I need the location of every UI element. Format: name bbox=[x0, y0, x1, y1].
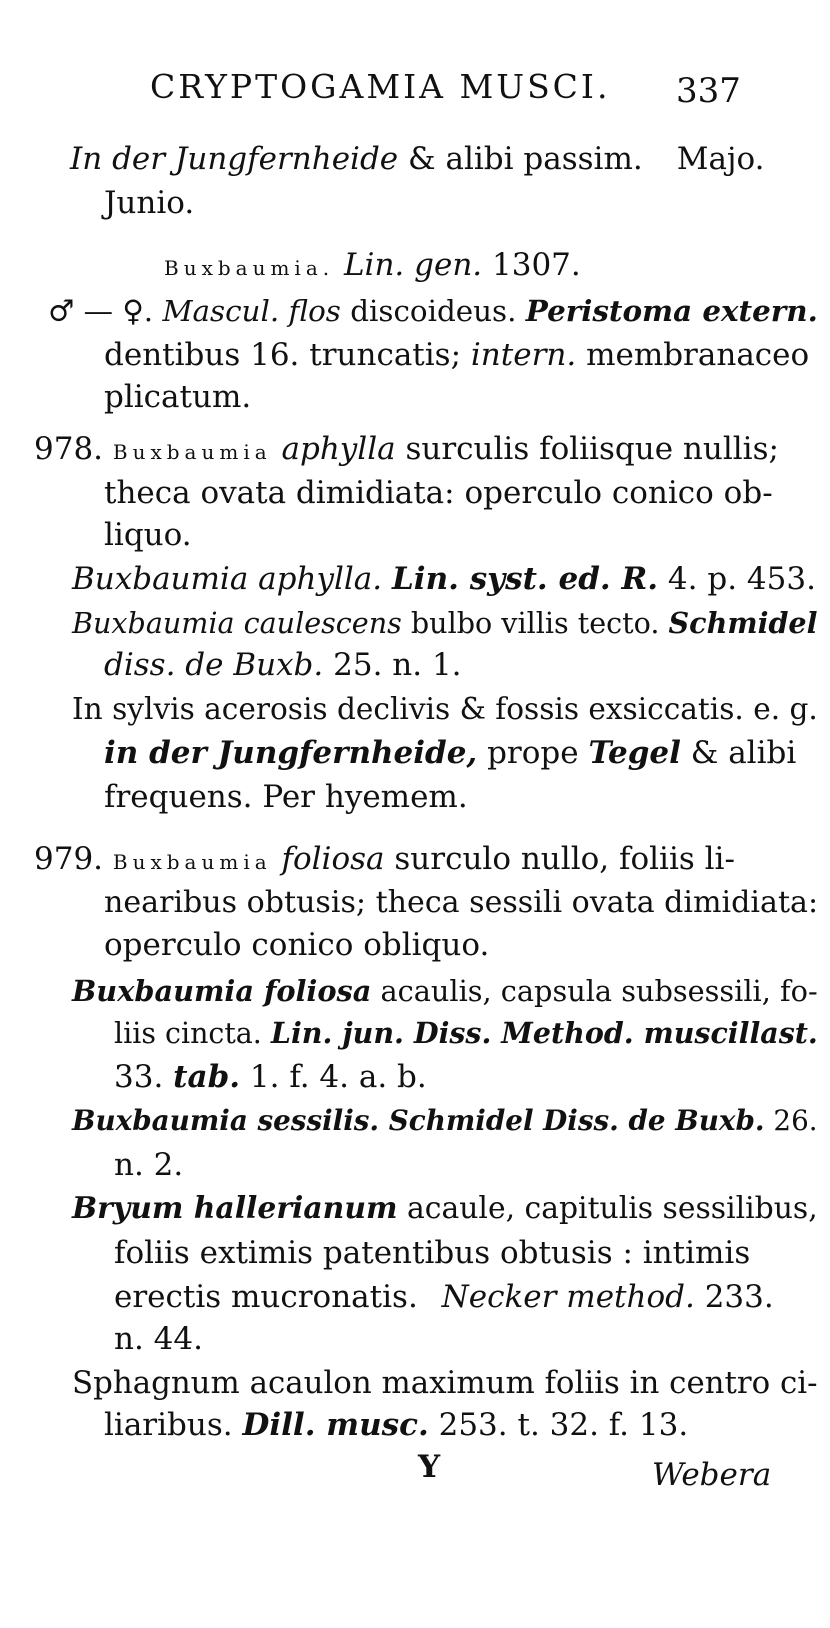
synonym-978-2-cont: diss. de Buxb. 25. n. 1. bbox=[104, 647, 462, 683]
synonym-979-3-cont-a: foliis extimis patentibus obtusis : intimis bbox=[114, 1235, 751, 1271]
habitat-italic: In der Jungfernheide bbox=[70, 141, 399, 177]
synonym-979-3-cont-b: erectis mucronatis. Necker method. 233. bbox=[114, 1279, 774, 1315]
species-978-line-3: liquo. bbox=[104, 517, 192, 553]
genus-desc-line-2: dentibus 16. truncatis; intern. membranaceo bbox=[104, 337, 810, 373]
genus-name: Buxbaumia. bbox=[164, 256, 335, 280]
synonym-978-2: Buxbaumia caulescens bulbo villis tecto. Schmidel bbox=[72, 606, 818, 640]
synonym-979-3: Bryum hallerianum acaule, capitulis sessilibus, bbox=[72, 1191, 818, 1226]
species-number: 979. bbox=[34, 841, 104, 877]
species-number: 978. bbox=[34, 431, 104, 467]
synonym-979-4-cont: liaribus. Dill. musc. 253. t. 32. f. 13. bbox=[104, 1407, 689, 1443]
synonym-979-2-cont: n. 2. bbox=[114, 1147, 184, 1183]
species-979-line-1: 979. Buxbaumia foliosa surculo nullo, foliis li- bbox=[34, 841, 735, 877]
species-epithet: aphylla bbox=[281, 431, 396, 467]
synonym-979-1: Buxbaumia foliosa acaulis, capsula subsessili, fo- bbox=[72, 974, 818, 1008]
intro-line-2: Junio. bbox=[104, 185, 195, 221]
sex-symbols: ♂ — ♀. bbox=[48, 294, 154, 328]
catchword: Webera bbox=[652, 1457, 772, 1493]
genus-ref: Lin. gen. bbox=[343, 247, 483, 283]
month-text: Majo. bbox=[676, 141, 765, 177]
page-number: 337 bbox=[676, 71, 741, 111]
species-epithet: foliosa bbox=[281, 841, 385, 877]
synonym-979-3-cont-c: n. 44. bbox=[114, 1321, 203, 1357]
habitat-978-line-3: frequens. Per hyemem. bbox=[104, 779, 468, 815]
intro-line-1 bbox=[70, 140, 765, 178]
synonym-979-4: Sphagnum acaulon maximum foliis in centro ci- bbox=[72, 1365, 818, 1401]
signature-mark: Y bbox=[418, 1449, 441, 1485]
habitat-978-line-2: in der Jungfernheide, prope Tegel & alibi bbox=[104, 735, 797, 771]
genus-heading bbox=[164, 246, 581, 287]
genus-ref-number: 1307. bbox=[492, 247, 581, 283]
synonym-979-2: Buxbaumia sessilis. Schmidel Diss. de Buxb. 26. bbox=[72, 1104, 818, 1137]
synonym-979-1-cont-a: liis cincta. Lin. jun. Diss. Method. muscillast. bbox=[114, 1016, 818, 1050]
species-979-line-2: nearibus obtusis; theca sessili ovata dimidiata: bbox=[104, 885, 819, 920]
synonym-979-1-cont-b: 33. tab. 1. f. 4. a. b. bbox=[114, 1059, 427, 1095]
species-978-line-2: theca ovata dimidiata: operculo conico ob- bbox=[104, 475, 773, 511]
species-978-line-1: 978. Buxbaumia aphylla surculis foliisque nullis; bbox=[34, 431, 779, 467]
synonym-978-1: Buxbaumia aphylla. Lin. syst. ed. R. 4. p. 453. bbox=[72, 561, 816, 597]
running-head-title: CRYPTOGAMIA MUSCI. bbox=[150, 67, 611, 106]
genus-desc-line-3: plicatum. bbox=[104, 379, 252, 415]
species-979-line-3: operculo conico obliquo. bbox=[104, 927, 490, 963]
habitat-text: & alibi passim. bbox=[408, 141, 643, 177]
species-genus: Buxbaumia bbox=[112, 440, 272, 464]
habitat-978-line-1: In sylvis acerosis declivis & fossis exsiccatis. e. g. bbox=[72, 692, 818, 726]
genus-desc-line-1: ♂ — ♀. Mascul. flos discoideus. Peristoma extern. bbox=[48, 293, 818, 328]
species-genus: Buxbaumia bbox=[112, 850, 272, 874]
